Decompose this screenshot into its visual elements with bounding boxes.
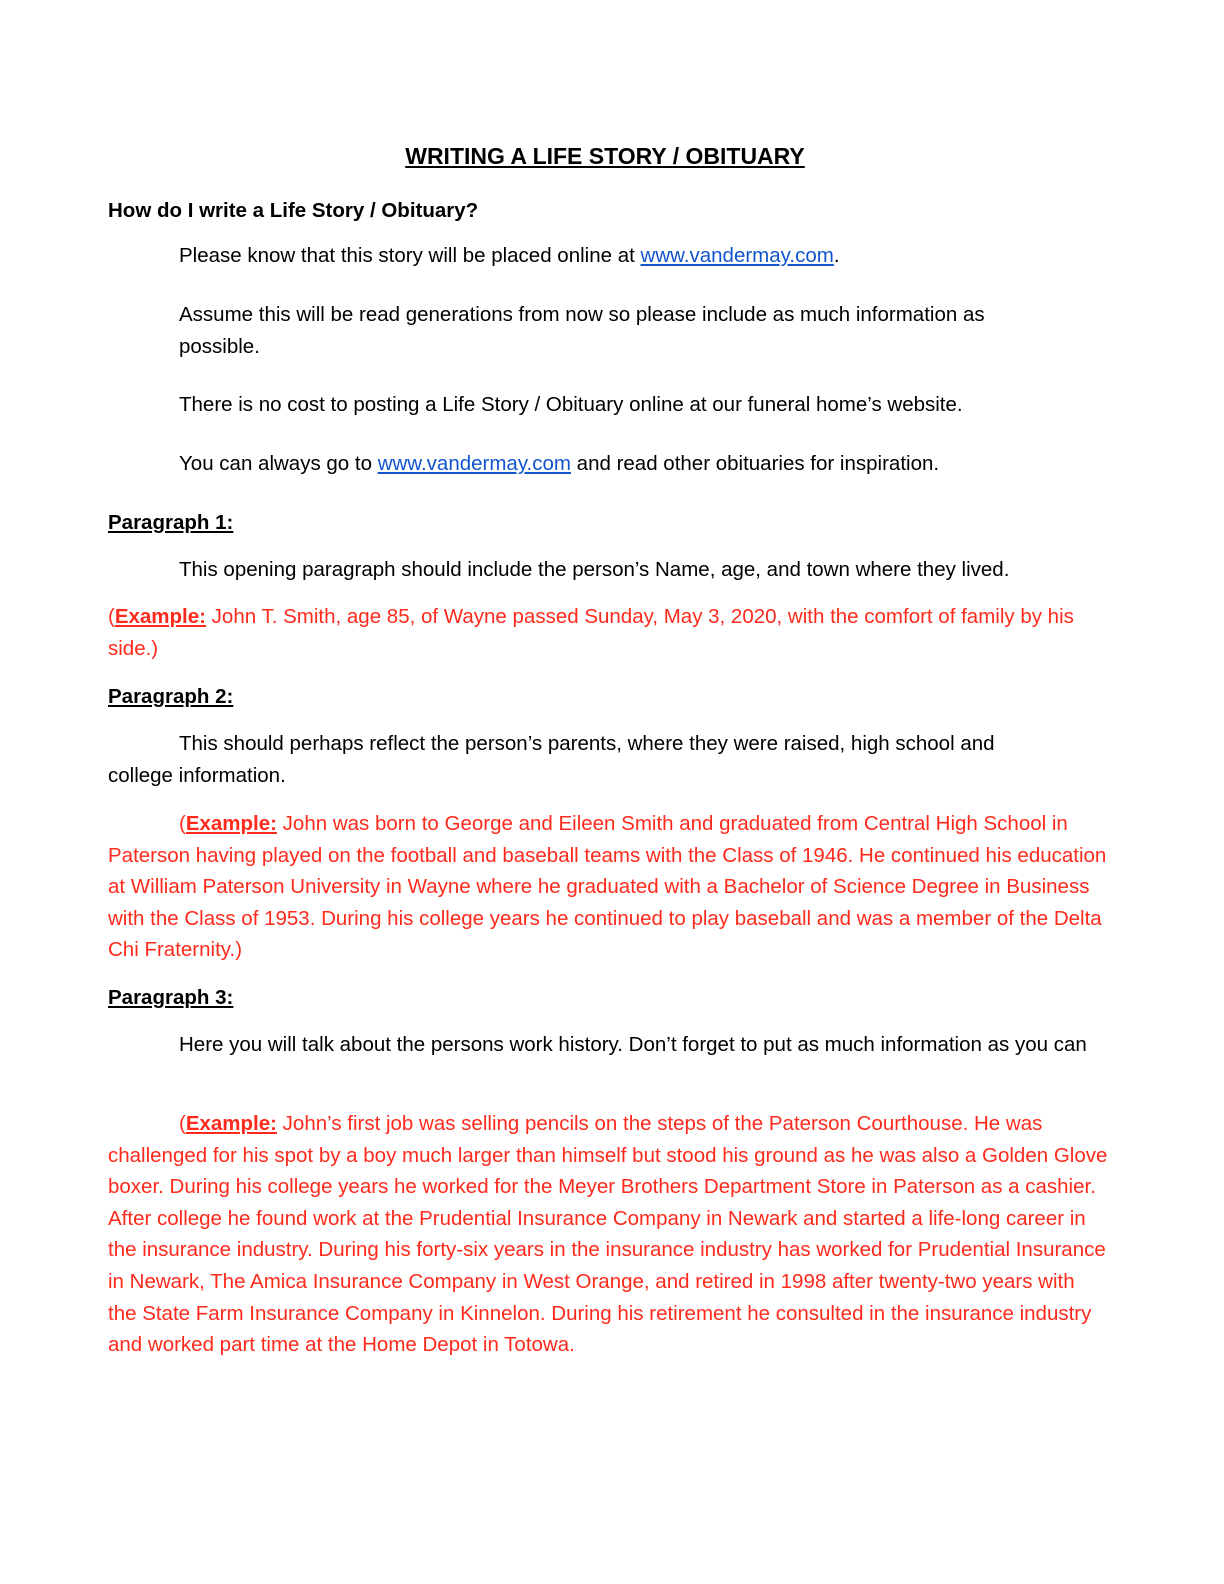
paragraph-1-example xyxy=(108,601,1108,664)
example-paren: ( xyxy=(108,605,115,628)
paragraph-2-body: This should perhaps reflect the person’s parents, where they were raised, high school and college information. xyxy=(108,732,995,787)
paragraph-1-heading: Paragraph 1: xyxy=(108,511,234,534)
paragraph-3-example xyxy=(108,1108,1108,1361)
example-text: John’s first job was selling pencils on the steps of the Paterson Courthouse. He was challenged for his spot by a boy much larger than himself but stood his ground as he was also a Golden Glove boxer. During his college years he worked for the Meyer Brothers Department Store in Paterson as a cashier. After college he found work at the Prudential Insurance Company in Newark and started a life-long career in the insurance industry. During his forty-six years in the insurance industry has worked for Prudential Insurance in Newark, The Amica Insurance Company in West Orange, and retired in 1998 after twenty-two years with the State Farm Insurance Company in Kinnelon. During his retirement he consulted in the insurance industry and worked part time at the Home Depot in Totowa. xyxy=(108,1112,1108,1357)
example-text: John T. Smith, age 85, of Wayne passed Sunday, May 3, 2020, with the comfort of family by his side.) xyxy=(108,605,1074,660)
paragraph-1-body: This opening paragraph should include the person’s Name, age, and town where they lived. xyxy=(179,558,1010,581)
vandermay-link[interactable]: www.vandermay.com xyxy=(640,244,834,267)
example-paren: ( xyxy=(179,1112,186,1135)
intro-paragraph-cost: There is no cost to posting a Life Story / Obituary online at our funeral home’s website. xyxy=(179,393,963,416)
intro-text: and read other obituaries for inspiration. xyxy=(570,452,940,475)
paragraph-2-heading: Paragraph 2: xyxy=(108,685,234,708)
intro-text: Please know that this story will be placed online at xyxy=(179,244,641,267)
example-paren: ( xyxy=(179,812,186,835)
example-label: Example: xyxy=(114,605,206,628)
intro-paragraph-generations: Assume this will be read generations from now so please include as much information as possible. xyxy=(179,303,985,358)
vandermay-link[interactable]: www.vandermay.com xyxy=(377,452,571,475)
paragraph-3-heading: Paragraph 3: xyxy=(108,986,234,1009)
section-question: How do I write a Life Story / Obituary? xyxy=(108,199,479,222)
intro-paragraph-inspiration xyxy=(179,448,1059,480)
page-title: WRITING A LIFE STORY / OBITUARY xyxy=(405,143,805,169)
intro-text: You can always go to xyxy=(179,452,378,475)
paragraph-2-example xyxy=(108,808,1108,966)
example-label: Example: xyxy=(185,812,277,835)
intro-paragraph-online xyxy=(179,240,1059,272)
intro-text: . xyxy=(833,244,840,267)
example-text: John was born to George and Eileen Smith and graduated from Central High School in Paterson having played on the football and baseball teams with the Class of 1946. He continued his education at William Paterson University in Wayne where he graduated with a Bachelor of Science Degree in Business with the Class of 1953. During his college years he continued to play baseball and was a member of the Delta Chi Fraternity.) xyxy=(108,812,1107,962)
example-label: Example: xyxy=(185,1112,277,1135)
paragraph-3-body: Here you will talk about the persons work history. Don’t forget to put as much information as you can xyxy=(179,1033,1087,1056)
